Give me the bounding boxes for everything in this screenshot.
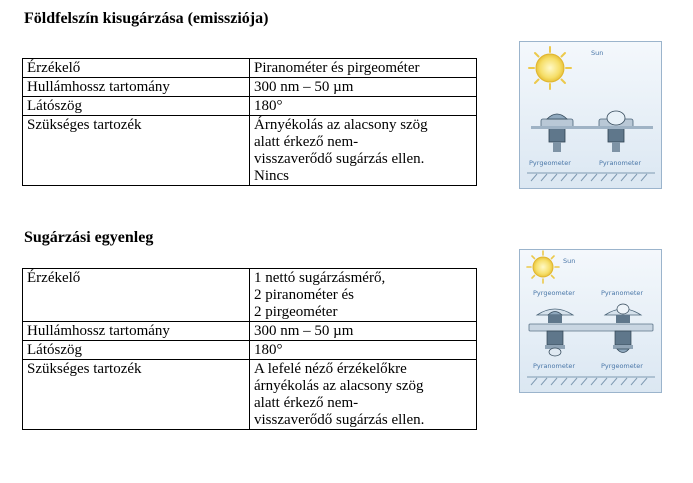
table-row xyxy=(23,59,477,78)
row-value xyxy=(250,116,477,186)
row-label: Érzékelő xyxy=(23,269,250,322)
table-row xyxy=(23,341,477,360)
value-line: Nincs xyxy=(254,168,289,184)
section2-title: Sugárzási egyenleg xyxy=(24,229,154,246)
row-value xyxy=(250,322,477,341)
row-value xyxy=(250,59,477,78)
value-line: 1 nettó sugárzásmérő, xyxy=(254,270,386,286)
net-radiometer-illustration xyxy=(519,249,662,393)
value-line: A lefelé néző érzékelőkre xyxy=(254,361,407,377)
table-row xyxy=(23,116,477,186)
value-line: 300 nm – 50 µm xyxy=(254,323,354,339)
row-value xyxy=(250,269,477,322)
value-line: visszaverődő sugárzás ellen. xyxy=(254,412,425,428)
sun-label: Sun xyxy=(563,257,576,265)
value-line: 180° xyxy=(254,98,283,114)
value-line: 300 nm – 50 µm xyxy=(254,79,354,95)
right-sensor-label: Pyranometer xyxy=(599,159,642,167)
section1-spec-table xyxy=(22,58,477,186)
row-label: Érzékelő xyxy=(23,59,250,78)
pyrgeometer-pyranometer-illustration xyxy=(519,41,662,189)
value-line: árnyékolás az alacsony szög xyxy=(254,378,424,394)
sun-label: Sun xyxy=(591,49,604,57)
row-label: Szükséges tartozék xyxy=(23,116,250,186)
row-label: Hullámhossz tartomány xyxy=(23,322,250,341)
value-line: 2 piranométer és xyxy=(254,287,354,303)
left-sensor-label: Pyrgeometer xyxy=(529,159,571,167)
section2-spec-table xyxy=(22,268,477,430)
table-row xyxy=(23,97,477,116)
row-value xyxy=(250,360,477,430)
mounting-bar xyxy=(531,126,653,129)
value-line: Piranométer és pirgeométer xyxy=(254,60,420,76)
value-line: 180° xyxy=(254,342,283,358)
value-line: alatt érkező nem- xyxy=(254,395,359,411)
value-line: Árnyékolás az alacsony szög xyxy=(254,117,428,133)
top-left-label: Pyrgeometer xyxy=(533,289,575,297)
table-row xyxy=(23,78,477,97)
value-line: alatt érkező nem- xyxy=(254,134,359,150)
table-row xyxy=(23,269,477,322)
bottom-right-label: Pyrgeometer xyxy=(601,362,643,370)
row-label: Látószög xyxy=(23,341,250,360)
row-value xyxy=(250,78,477,97)
value-line: visszaverődő sugárzás ellen. xyxy=(254,151,425,167)
section1-title: Földfelszín kisugárzása (emissziója) xyxy=(24,10,269,27)
row-value xyxy=(250,341,477,360)
row-label: Hullámhossz tartomány xyxy=(23,78,250,97)
table-row xyxy=(23,322,477,341)
row-label: Szükséges tartozék xyxy=(23,360,250,430)
mounting-bar xyxy=(529,324,653,331)
value-line: 2 pirgeométer xyxy=(254,304,338,320)
row-label: Látószög xyxy=(23,97,250,116)
row-value xyxy=(250,97,477,116)
bottom-left-label: Pyranometer xyxy=(533,362,576,370)
top-right-label: Pyranometer xyxy=(601,289,644,297)
table-row xyxy=(23,360,477,430)
